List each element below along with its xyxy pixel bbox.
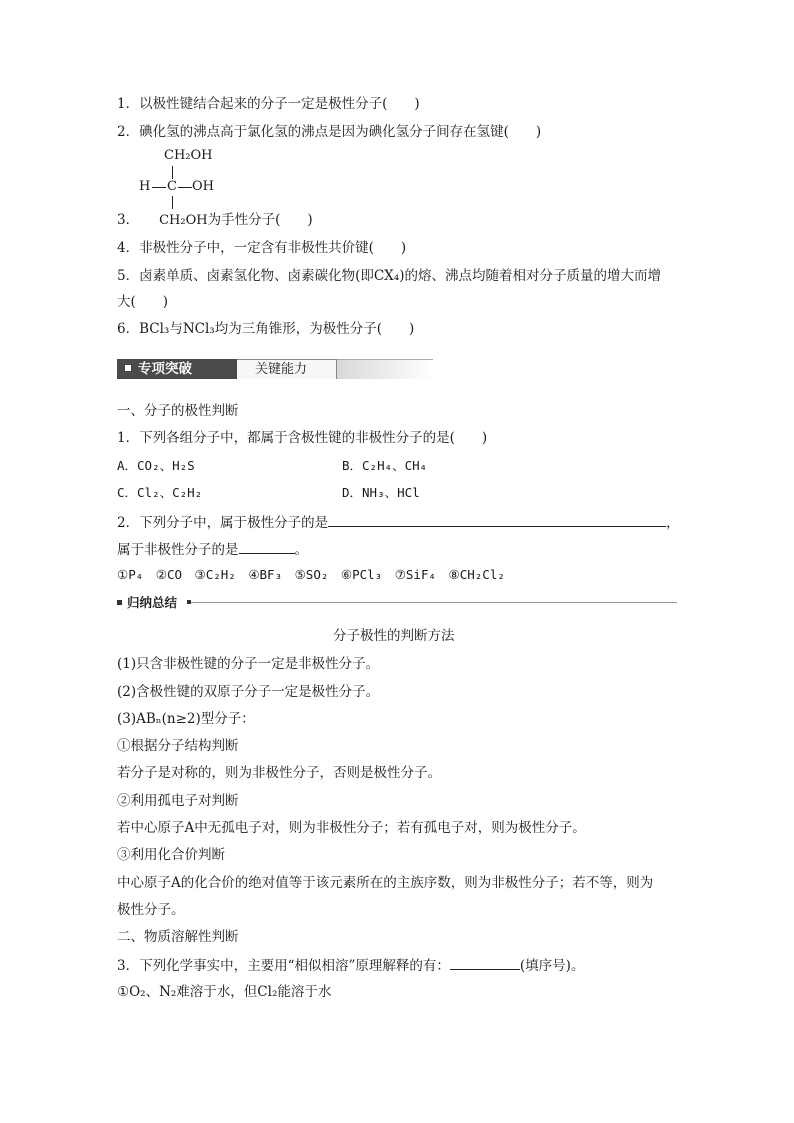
summary-point-2: (2)含极性键的双原子分子一定是极性分子。 <box>117 684 380 700</box>
option-a: A．CO₂、H₂S <box>117 458 195 473</box>
section-subtitle: 关键能力 <box>237 359 337 379</box>
summary-label: 归纳总结 <box>127 595 178 610</box>
summary-point-3: (3)ABₙ(n≥2)型分子： <box>117 711 255 727</box>
option-c: C．Cl₂、C₂H₂ <box>117 485 203 500</box>
question-5-line2: 大( ) <box>117 294 169 310</box>
square-bullet-icon <box>117 600 122 605</box>
section-title: 专项突破 <box>138 361 192 377</box>
structure-c: C <box>167 179 177 194</box>
method-3-text-line2: 极性分子。 <box>117 902 185 918</box>
part1-question-2-line2 <box>117 539 308 559</box>
method-3-heading: ③利用化合价判断 <box>117 847 225 863</box>
part1-question-2-text2: 属于非极性分子的是 <box>117 542 239 558</box>
answer-blank-nonpolar[interactable] <box>239 539 295 554</box>
part1-question-2-text: 2．下列分子中，属于极性分子的是 <box>117 515 329 531</box>
question-5-line1: 5．卤素单质、卤素氢化物、卤素碳化物(即CX₄)的熔、沸点均随着相对分子质量的增大而增 <box>117 268 661 284</box>
part2-question-3-text: 3．下列化学事实中，主要用“相似相溶”原理解释的有： <box>117 958 450 974</box>
section-header <box>117 357 433 381</box>
period: 。 <box>294 542 308 558</box>
comma: ， <box>666 515 680 531</box>
structure-h: H <box>139 179 151 194</box>
part2-question-3-item-1: ①O₂、N₂难溶于水，但Cl₂能溶于水 <box>117 984 332 1000</box>
method-1-text: 若分子是对称的，则为非极性分子，否则是极性分子。 <box>117 765 441 781</box>
summary-point-1: (1)只含非极性键的分子一定是非极性分子。 <box>117 656 380 672</box>
part1-question-2-line1 <box>117 512 680 532</box>
method-1-heading: ①根据分子结构判断 <box>117 738 239 754</box>
question-2: 2．碘化氢的沸点高于氯化氢的沸点是因为碘化氢分子间存在氢键( ) <box>117 124 542 140</box>
method-2-text: 若中心原子A中无孤电子对，则为非极性分子；若有孤电子对，则为极性分子。 <box>117 820 586 836</box>
part-1-heading: 一、分子的极性判断 <box>117 403 239 419</box>
method-3-text-line1: 中心原子A的化合价的绝对值等于该元素所在的主族序数，则为非极性分子；若不等，则为 <box>117 875 654 891</box>
question-3-tail: 为手性分子( ) <box>207 212 313 228</box>
summary-rule <box>191 602 677 603</box>
answer-blank-q3[interactable] <box>450 955 520 970</box>
bond-right <box>178 187 192 188</box>
question-3 <box>117 211 313 230</box>
section-header-fade <box>337 359 433 379</box>
bond-top <box>172 166 173 179</box>
square-bullet-icon <box>125 365 131 371</box>
structure-oh: OH <box>192 179 214 194</box>
option-d: D．NH₃、HCl <box>342 485 420 500</box>
part-2-heading: 二、物质溶解性判断 <box>117 929 239 945</box>
bond-bottom <box>172 196 173 209</box>
bond-left <box>152 187 166 188</box>
answer-blank-polar[interactable] <box>328 512 666 527</box>
section-header-dark <box>117 359 237 379</box>
structure-bottom-group: CH₂OH <box>159 213 208 228</box>
question-4: 4．非极性分子中，一定含有非极性共价键( ) <box>117 240 407 256</box>
part2-question-3 <box>117 955 584 975</box>
part2-question-3-end: (填序号)。 <box>519 958 585 974</box>
summary-bar <box>117 595 677 611</box>
molecule-list: ①P₄ ②CO ③C₂H₂ ④BF₃ ⑤SO₂ ⑥PCl₃ ⑦SiF₄ ⑧CH₂Cl₂ <box>117 567 505 582</box>
option-b: B．C₂H₄、CH₄ <box>342 458 428 473</box>
question-1: 1．以极性键结合起来的分子一定是极性分子( ) <box>117 96 420 112</box>
part1-question-1: 1．下列各组分子中，都属于含极性键的非极性分子的是( ) <box>117 430 488 446</box>
question-6: 6．BCl₃与NCl₃均为三角锥形，为极性分子( ) <box>117 321 415 337</box>
summary-title: 分子极性的判断方法 <box>333 628 455 644</box>
method-2-heading: ②利用孤电子对判断 <box>117 793 239 809</box>
question-3-number: 3． <box>117 212 140 228</box>
structure-top-group: CH₂OH <box>164 148 213 163</box>
